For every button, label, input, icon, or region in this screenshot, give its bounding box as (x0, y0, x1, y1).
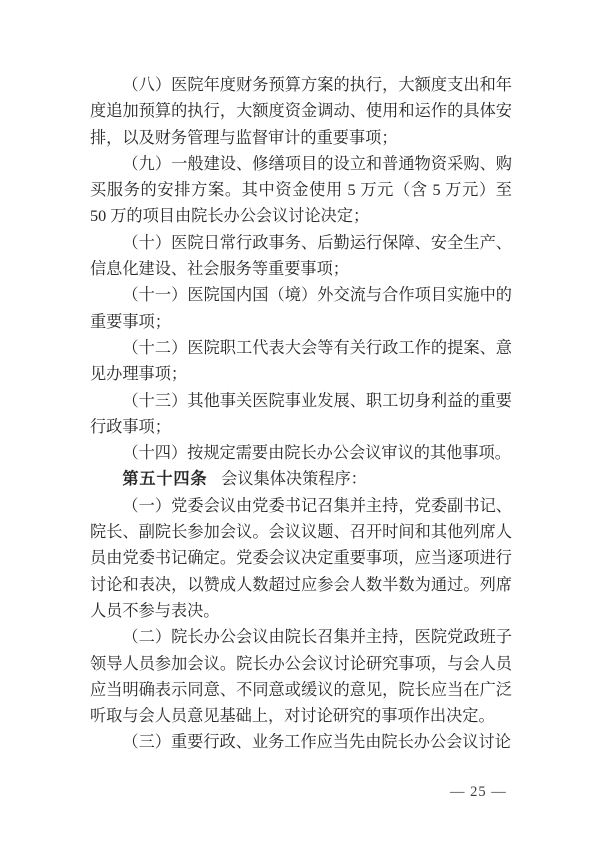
paragraph-item-13: （十三）其他事关医院事业发展、职工切身利益的重要行政事项； (90, 391, 512, 436)
document-body (90, 72, 512, 756)
paragraph-item-9: （九）一般建设、修缮项目的设立和普通物资采购、购买服务的安排方案。其中资金使用 5 万元（含 5 万元）至 50 万的项目由院长办公会议讨论决定； (90, 154, 512, 226)
paragraph-item-12: （十二）医院职工代表大会等有关行政工作的提案、意见办理事项； (90, 338, 512, 384)
article-title: 会议集体决策程序： (221, 470, 367, 489)
page-number: — 25 — (450, 784, 507, 800)
paragraph-item-10: （十）医院日常行政事务、后勤运行保障、安全生产、信息化建设、社会服务等重要事项； (90, 233, 512, 279)
article-number: 第五十四条 (122, 470, 208, 489)
procedure-paragraph-1: （一）党委会议由党委书记召集并主持，党委副书记、院长、副院长参加会议。会议议题、召开时间和其他列席人员由党委书记确定。党委会议决定重要事项，应当逐项进行讨论和表决，以赞成人数超过应参会人数半数为通过。列席人员不参与表决。 (90, 496, 512, 620)
procedure-paragraph-3: （三）重要行政、业务工作应当先由院长办公会议讨论 (122, 733, 511, 752)
paragraph-item-14: （十四）按规定需要由院长办公会议审议的其他事项。 (122, 444, 511, 463)
paragraph-item-8: （八）医院年度财务预算方案的执行，大额度支出和年度追加预算的执行，大额度资金调动、使用和运作的具体安排，以及财务管理与监督审计的重要事项； (90, 76, 512, 147)
article-54-heading (90, 466, 512, 492)
paragraph-item-11: （十一）医院国内国（境）外交流与合作项目实施中的重要事项； (90, 286, 512, 331)
procedure-paragraph-2: （二）院长办公会议由院长召集并主持，医院党政班子领导人员参加会议。院长办公会议讨论研究事项，与会人员应当明确表示同意、不同意或缓议的意见，院长应当在广泛听取与会人员意见基础上，对讨论研究的事项作出决定。 (90, 628, 512, 726)
